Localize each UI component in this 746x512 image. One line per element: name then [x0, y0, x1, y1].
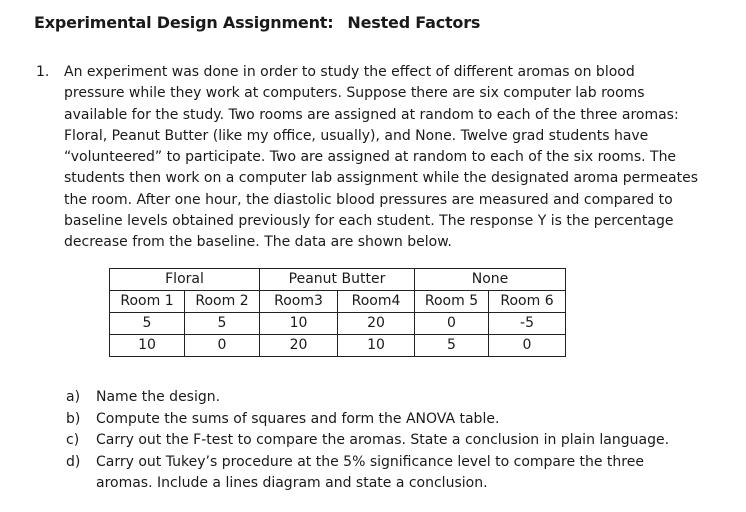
problem-line: available for the study. Two rooms are assigned at random to each of the three aromas: — [64, 106, 679, 123]
question-a — [66, 387, 669, 409]
question-c — [66, 430, 669, 452]
group-header-none: None — [415, 269, 566, 291]
problem-line: students then work on a computer lab assignment while the designated aroma permeates — [64, 170, 699, 187]
room-header: Room 1 — [110, 291, 185, 313]
table-cell: 5 — [415, 335, 489, 357]
room-header: Room 6 — [489, 291, 566, 313]
question-label: a) — [66, 389, 81, 405]
question-text: Carry out Tukey’s procedure at the 5% significance level to compare the three — [96, 453, 644, 470]
problem-line: An experiment was done in order to study the effect of different aromas on blood — [64, 64, 635, 80]
table-cell: 0 — [185, 335, 260, 357]
table-cell: 10 — [110, 335, 185, 357]
question-label: c) — [66, 432, 80, 448]
problem-line: baseline levels obtained previously for each student. The response Y is the percentage — [64, 213, 674, 230]
question-text: Name the design. — [96, 389, 221, 405]
table-row — [110, 335, 566, 357]
table-group-header-row — [110, 269, 566, 291]
table-cell: 5 — [185, 313, 260, 335]
table-cell: -5 — [489, 313, 566, 335]
data-table — [109, 268, 566, 357]
title-topic: Nested Factors — [347, 13, 481, 32]
question-text: aromas. Include a lines diagram and state a conclusion. — [96, 475, 488, 491]
table-cell: 10 — [260, 313, 338, 335]
question-b — [66, 409, 669, 431]
assignment-title — [34, 13, 480, 32]
group-header-peanut-butter: Peanut Butter — [260, 269, 415, 291]
question-label: b) — [66, 410, 81, 427]
question-list — [66, 387, 669, 495]
room-header: Room 2 — [185, 291, 260, 313]
problem-line: Floral, Peanut Butter (like my office, usually), and None. Twelve grad students have — [64, 127, 649, 144]
table-cell: 5 — [110, 313, 185, 335]
problem-line: pressure while they work at computers. Suppose there are six computer lab rooms — [64, 85, 645, 102]
room-header: Room4 — [338, 291, 415, 313]
title-main: Experimental Design Assignment: — [34, 13, 334, 32]
table-cell: 20 — [338, 313, 415, 335]
table-cell: 10 — [338, 335, 415, 357]
problem-line: the room. After one hour, the diastolic blood pressures are measured and compared to — [64, 191, 673, 208]
question-d — [66, 452, 669, 474]
table-cell: 0 — [415, 313, 489, 335]
problem-number: 1. — [36, 64, 50, 80]
question-d-continued — [66, 473, 669, 495]
question-text: Carry out the F-test to compare the aromas. State a conclusion in plain language. — [96, 432, 670, 448]
table-row — [110, 313, 566, 335]
room-header: Room3 — [260, 291, 338, 313]
problem-text — [64, 62, 699, 254]
problem-line: decrease from the baseline. The data are shown below. — [64, 234, 452, 251]
table-room-header-row — [110, 291, 566, 313]
question-label: d) — [66, 453, 81, 470]
table-cell: 20 — [260, 335, 338, 357]
problem-1 — [36, 62, 699, 254]
group-header-floral: Floral — [110, 269, 260, 291]
room-header: Room 5 — [415, 291, 489, 313]
table-cell: 0 — [489, 335, 566, 357]
problem-line: “volunteered” to participate. Two are assigned at random to each of the six rooms. The — [64, 149, 677, 166]
question-text: Compute the sums of squares and form the ANOVA table. — [96, 410, 500, 427]
